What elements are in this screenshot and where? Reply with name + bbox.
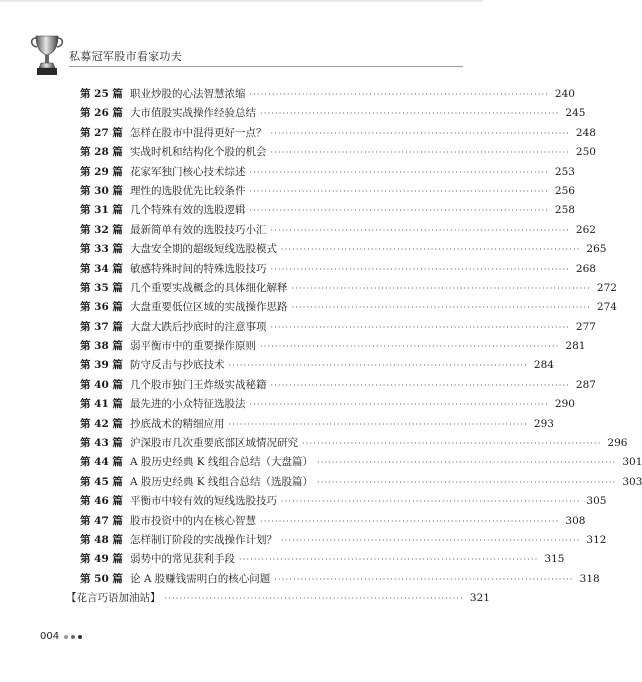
page-ref: 277 xyxy=(575,320,596,333)
page-ref: 287 xyxy=(575,378,596,391)
toc-entry[interactable] xyxy=(80,280,617,299)
table-of-contents xyxy=(66,86,642,610)
leader-dots: ················································································ xyxy=(249,90,549,99)
dot-icon xyxy=(78,635,82,639)
page-ref: 303 xyxy=(622,475,642,488)
chapter-title: 花家军独门核心技术综述 xyxy=(130,165,246,178)
chapter-number: 第 36 篇 xyxy=(80,301,123,314)
chapter-number: 第 48 篇 xyxy=(80,533,123,546)
leader-dots: ················································································ xyxy=(260,109,560,119)
leader-dots: ················································································ xyxy=(260,516,560,526)
chapter-title: 抄底战术的精细应用 xyxy=(130,417,225,430)
trophy-icon xyxy=(30,33,64,77)
chapter-number: 第 39 篇 xyxy=(80,359,123,372)
leader-dots: ················································································ xyxy=(291,303,591,313)
page-ref: 253 xyxy=(554,165,575,178)
chapter-title: A 股历史经典 K 线组合总结（选股篇） xyxy=(130,475,313,488)
chapter-number: 第 43 篇 xyxy=(80,437,123,450)
leader-dots: ················································································ xyxy=(270,225,570,235)
chapter-title: 理性的选股优先比较条件 xyxy=(130,184,246,197)
page-footer xyxy=(40,631,82,642)
page-ref: 268 xyxy=(575,262,596,275)
leader-dots: ················································································ xyxy=(249,186,549,196)
chapter-title: 防守反击与抄底技术 xyxy=(130,359,225,372)
toc-entry[interactable] xyxy=(80,144,596,163)
toc-entry[interactable] xyxy=(80,125,596,144)
page-ref: 290 xyxy=(554,398,575,411)
page-ref: 265 xyxy=(586,243,607,256)
toc-entry[interactable] xyxy=(80,241,607,260)
dot-icon xyxy=(64,635,68,639)
toc-entry[interactable] xyxy=(80,377,596,396)
chapter-number: 第 26 篇 xyxy=(80,107,123,120)
toc-entry[interactable] xyxy=(80,551,565,570)
page-ref: 308 xyxy=(565,514,586,527)
page-ref: 312 xyxy=(586,533,607,546)
chapter-number: 第 31 篇 xyxy=(80,204,123,217)
book-title: 私募冠军股市看家功夫 xyxy=(69,50,182,63)
leader-dots: ················································································ xyxy=(270,264,570,274)
page-ref: 262 xyxy=(575,223,596,236)
leader-dots: ················································································ xyxy=(228,419,528,429)
chapter-title: 股市投资中的内在核心智慧 xyxy=(130,514,256,527)
toc-entry[interactable] xyxy=(80,474,642,493)
leader-dots: ················································································ xyxy=(228,361,528,371)
toc-entry[interactable] xyxy=(80,222,596,241)
page-ref: 258 xyxy=(554,204,575,217)
chapter-title: 弱势中的常见获利手段 xyxy=(130,553,235,566)
leader-dots: ················································································ xyxy=(291,283,591,293)
toc-entry[interactable] xyxy=(80,299,617,318)
leader-dots: ················································································ xyxy=(316,458,617,468)
page-ref: 315 xyxy=(544,553,565,566)
page-ref: 296 xyxy=(607,437,628,450)
header-divider xyxy=(69,66,463,67)
chapter-title: 平衡市中较有效的短线选股技巧 xyxy=(130,495,277,508)
leader-dots: ················································································ xyxy=(270,322,570,332)
page-ref: 293 xyxy=(533,417,554,430)
chapter-number: 第 28 篇 xyxy=(80,146,123,159)
chapter-title: 最新简单有效的选股技巧小汇 xyxy=(130,223,267,236)
chapter-number: 第 49 篇 xyxy=(80,553,123,566)
leader-dots: ················································································ xyxy=(270,380,570,390)
toc-entry[interactable] xyxy=(80,571,600,590)
chapter-title: 职业炒股的心法智慧浓缩 xyxy=(130,88,246,100)
page-ref: 245 xyxy=(565,107,586,120)
toc-entry[interactable] xyxy=(80,513,586,532)
decorative-dots xyxy=(64,635,82,639)
chapter-title: A 股历史经典 K 线组合总结（大盘篇） xyxy=(130,456,313,469)
toc-entry[interactable] xyxy=(80,319,596,338)
chapter-number: 第 46 篇 xyxy=(80,495,123,508)
leader-dots: ················································································ xyxy=(281,245,581,255)
chapter-title: 怎样制订阶段的实战操作计划？ xyxy=(130,533,277,546)
toc-entry[interactable] xyxy=(80,261,596,280)
leader-dots: ················································································ xyxy=(239,555,539,565)
page-ref: 305 xyxy=(586,495,607,508)
leader-dots: ················································································ xyxy=(249,167,549,177)
chapter-number: 第 35 篇 xyxy=(80,281,123,294)
chapter-number: 第 37 篇 xyxy=(80,320,123,333)
page-ref: 240 xyxy=(554,88,575,100)
chapter-number: 第 41 篇 xyxy=(80,398,123,411)
page-number: 004 xyxy=(40,631,60,642)
leader-dots: ················································································ xyxy=(249,206,549,216)
toc-entry[interactable] xyxy=(80,435,628,454)
toc-entry[interactable] xyxy=(80,357,554,376)
toc-entry[interactable] xyxy=(80,532,607,551)
page-ref: 318 xyxy=(579,572,600,585)
chapter-title: 大盘安全期的超级短线选股模式 xyxy=(130,243,277,256)
chapter-title: 论 A 股赚钱需明白的核心问题 xyxy=(130,572,271,585)
leader-dots: ················································································ xyxy=(260,342,560,352)
leader-dots: ················································································ xyxy=(164,594,464,604)
page-ref: 250 xyxy=(575,146,596,159)
chapter-number: 第 44 篇 xyxy=(80,456,123,469)
toc-entry[interactable] xyxy=(80,454,642,473)
chapter-title: 大盘大跌后抄底时的注意事项 xyxy=(130,320,267,333)
chapter-number: 第 45 篇 xyxy=(80,475,123,488)
chapter-title: 敏感特殊时间的特殊选股技巧 xyxy=(130,262,267,275)
chapter-title: 实战时机和结构化个股的机会 xyxy=(130,146,267,159)
page-ref: 301 xyxy=(622,456,642,469)
chapter-number: 第 38 篇 xyxy=(80,340,123,353)
chapter-number: 第 32 篇 xyxy=(80,223,123,236)
chapter-number: 第 40 篇 xyxy=(80,378,123,391)
chapter-title: 大市值股实战操作经验总结 xyxy=(130,107,256,120)
page-ref: 272 xyxy=(596,281,617,294)
leader-dots: ················································································ xyxy=(270,148,570,158)
toc-entry[interactable] xyxy=(80,493,607,512)
leader-dots: ················································································ xyxy=(316,477,617,487)
leader-dots: ················································································ xyxy=(281,535,581,545)
page-ref: 321 xyxy=(469,592,490,605)
page-ref: 256 xyxy=(554,184,575,197)
chapter-title: 大盘重要低位区域的实战操作思路 xyxy=(130,301,288,314)
chapter-title: 沪深股市几次重要底部区域情况研究 xyxy=(130,437,298,450)
chapter-number: 第 30 篇 xyxy=(80,184,123,197)
page-ref: 284 xyxy=(533,359,554,372)
chapter-title: 最先进的小众特征选股法 xyxy=(130,398,246,411)
chapter-number: 第 34 篇 xyxy=(80,262,123,275)
toc-entry[interactable] xyxy=(80,396,575,415)
chapter-title: 弱平衡市中的重要操作原则 xyxy=(130,340,256,353)
toc-entry[interactable] xyxy=(80,338,586,357)
chapter-number: 第 25 篇 xyxy=(80,88,123,100)
toc-entry[interactable] xyxy=(80,86,575,105)
toc-entry[interactable] xyxy=(80,416,554,435)
chapter-number: 第 50 篇 xyxy=(80,572,123,585)
extra-section-title: 【花言巧语加油站】 xyxy=(66,592,161,605)
toc-entry[interactable] xyxy=(80,183,575,202)
chapter-title: 几个特殊有效的选股逻辑 xyxy=(130,204,246,217)
chapter-number: 第 42 篇 xyxy=(80,417,123,430)
page-ref: 248 xyxy=(575,126,596,139)
chapter-number: 第 47 篇 xyxy=(80,514,123,527)
leader-dots: ················································································ xyxy=(302,439,602,449)
chapter-title: 几个股市独门王炸级实战秘籍 xyxy=(130,378,267,391)
chapter-number: 第 29 篇 xyxy=(80,165,123,178)
leader-dots: ················································································ xyxy=(249,400,549,410)
toc-entry[interactable] xyxy=(80,164,575,183)
chapter-number: 第 33 篇 xyxy=(80,243,123,256)
chapter-title: 几个重要实战概念的具体细化解释 xyxy=(130,281,288,294)
leader-dots: ················································································ xyxy=(274,574,574,584)
page-header xyxy=(0,0,483,80)
leader-dots: ················································································ xyxy=(270,128,570,138)
dot-icon xyxy=(71,635,75,639)
page-ref: 281 xyxy=(565,340,586,353)
toc-entry[interactable] xyxy=(80,202,575,221)
toc-entry-extra[interactable] xyxy=(66,590,490,609)
chapter-title: 怎样在股市中混得更好一点？ xyxy=(130,126,267,139)
page-ref: 274 xyxy=(596,301,617,314)
leader-dots: ················································································ xyxy=(281,497,581,507)
chapter-number: 第 27 篇 xyxy=(80,126,123,139)
toc-entry[interactable] xyxy=(80,105,586,124)
